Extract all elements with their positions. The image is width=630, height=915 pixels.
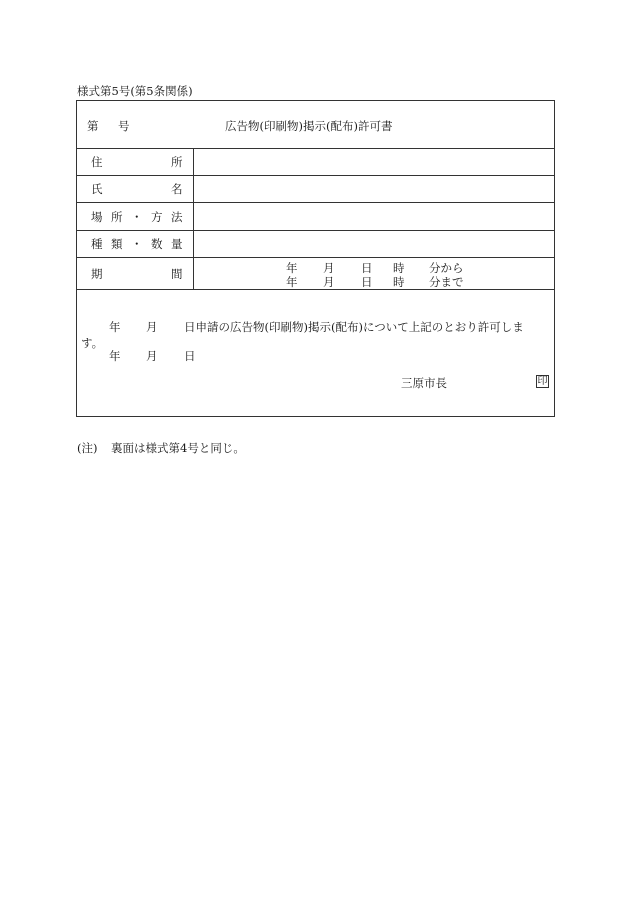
address-label xyxy=(77,148,194,175)
name-value[interactable] xyxy=(194,176,554,202)
note-label: (注) xyxy=(77,441,98,455)
type-quantity-label-char-2: 類 xyxy=(111,237,123,251)
place-method-label-char-1: 場 xyxy=(91,209,103,224)
seal-mark: 印 xyxy=(537,376,548,387)
period-label xyxy=(77,258,194,289)
type-quantity-label xyxy=(77,231,194,257)
period-to-hour: 時 xyxy=(393,275,405,289)
period-from-day: 日 xyxy=(361,261,373,275)
place-method-label-char-4: 方 xyxy=(151,209,163,224)
place-method-value[interactable] xyxy=(194,203,554,230)
form-number-label: 様式第5号(第5条関係) xyxy=(77,84,193,98)
application-month: 月 xyxy=(146,320,158,334)
type-quantity-value[interactable] xyxy=(194,231,554,257)
type-quantity-label-char-1: 種 xyxy=(91,237,103,251)
row-period xyxy=(77,258,554,290)
place-method-label xyxy=(77,203,194,230)
issue-month: 月 xyxy=(146,349,158,363)
row-place-method xyxy=(77,203,554,231)
period-to-month: 月 xyxy=(323,275,335,289)
address-label-char-1: 住 xyxy=(91,154,103,169)
permit-form xyxy=(76,100,555,417)
statement-text-continued: す。 xyxy=(81,336,104,350)
name-label-char-1: 氏 xyxy=(91,182,103,196)
place-method-label-char-2: 所 xyxy=(111,209,123,224)
address-label-char-2: 所 xyxy=(171,154,183,169)
row-address xyxy=(77,148,554,176)
note-text: 裏面は様式第4号と同じ。 xyxy=(111,441,245,455)
application-year: 年 xyxy=(109,320,121,334)
number-suffix: 号 xyxy=(118,119,130,133)
row-name xyxy=(77,176,554,203)
type-quantity-label-char-4: 数 xyxy=(151,237,163,251)
period-to-day: 日 xyxy=(361,275,373,289)
form-title-row xyxy=(77,101,554,149)
name-label xyxy=(77,176,194,202)
statement-text: 日申請の広告物(印刷物)掲示(配布)について上記のとおり許可しま xyxy=(184,320,524,334)
issue-day: 日 xyxy=(184,349,196,363)
period-to-minute: 分まで xyxy=(429,275,464,289)
period-label-char-2: 間 xyxy=(171,266,183,281)
document-title: 広告物(印刷物)掲示(配布)許可書 xyxy=(225,119,393,133)
place-method-label-char-3: ・ xyxy=(131,209,143,224)
issue-year: 年 xyxy=(109,349,121,363)
address-value[interactable] xyxy=(194,148,554,175)
period-from-hour: 時 xyxy=(393,261,405,275)
place-method-label-char-5: 法 xyxy=(171,209,183,224)
period-from-year: 年 xyxy=(286,261,298,275)
period-to-year: 年 xyxy=(286,275,298,289)
period-from-month: 月 xyxy=(323,261,335,275)
name-label-char-2: 名 xyxy=(171,182,183,196)
issuer-name: 三原市長 xyxy=(401,376,447,390)
row-type-quantity xyxy=(77,231,554,258)
period-value[interactable] xyxy=(194,258,554,289)
type-quantity-label-char-3: ・ xyxy=(131,237,143,251)
number-prefix: 第 xyxy=(87,119,99,133)
type-quantity-label-char-5: 量 xyxy=(171,237,183,251)
period-from-minute: 分から xyxy=(429,261,464,275)
period-label-char-1: 期 xyxy=(91,266,103,281)
